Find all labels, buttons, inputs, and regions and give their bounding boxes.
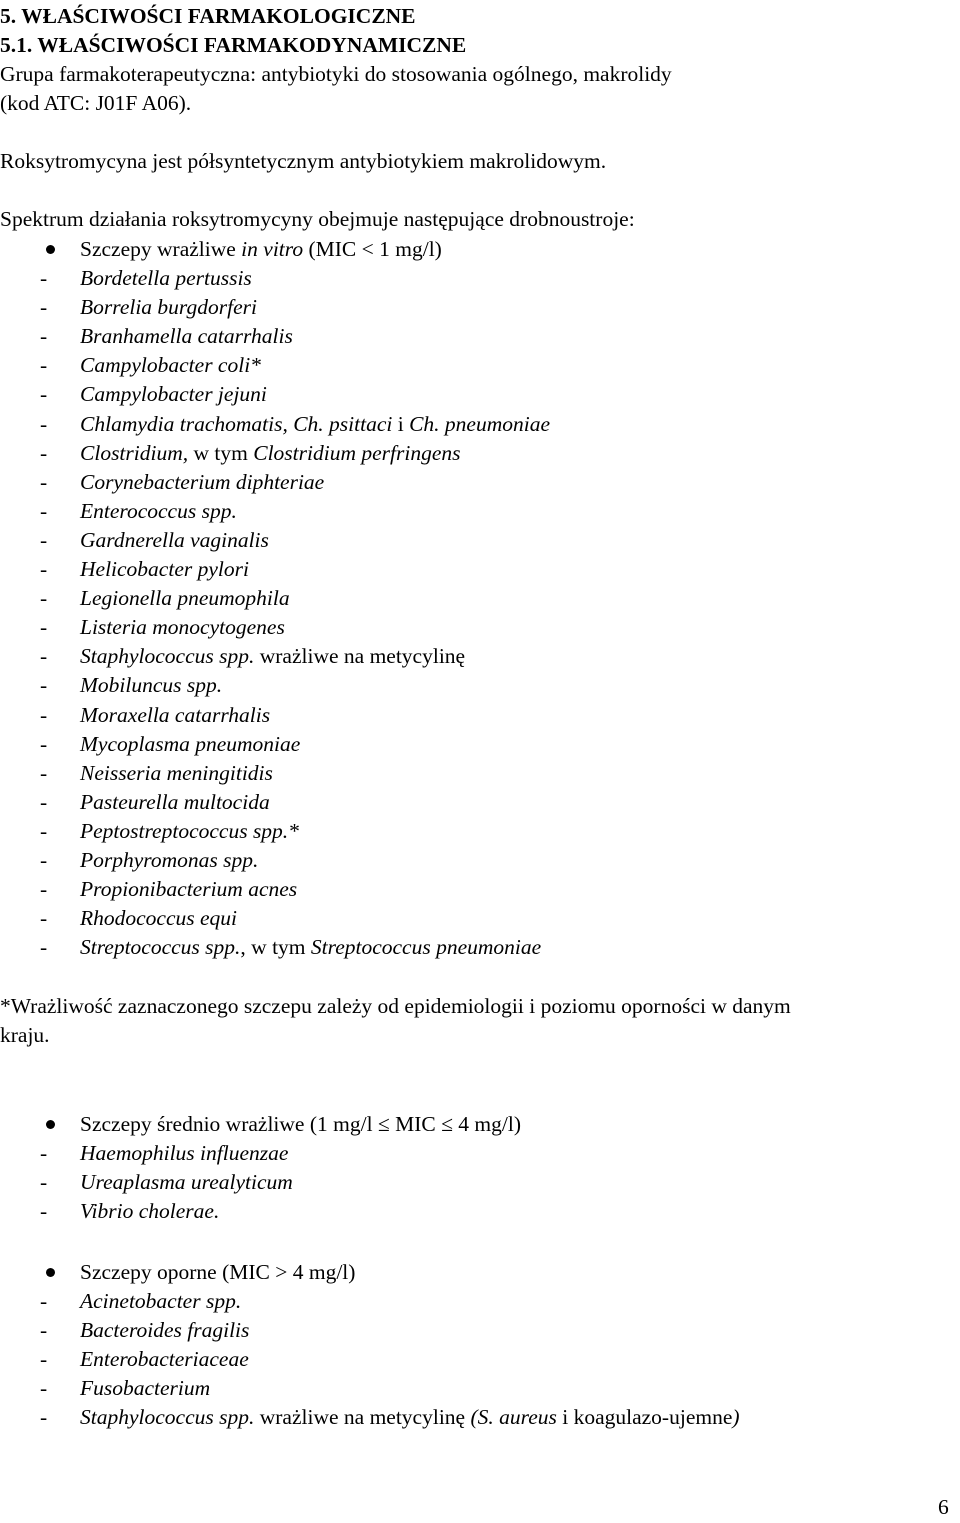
list-item: Clostridium, w tym Clostridium perfringens	[80, 440, 461, 465]
list-item: Borrelia burgdorferi	[80, 295, 257, 320]
list-dash: -	[40, 527, 48, 552]
list-item: Corynebacterium diphteriae	[80, 469, 325, 494]
list-item: Bordetella pertussis	[80, 266, 252, 290]
le-symbol: ≤	[441, 1112, 453, 1136]
list-item: Acinetobacter spp.	[80, 1289, 242, 1313]
list-item: Helicobacter pylori	[80, 557, 249, 581]
list-dash: -	[40, 673, 48, 698]
list-dash: -	[40, 1405, 48, 1429]
list-item: Chlamydia trachomatis, Ch. psittaci i Ch. pneumoniae	[80, 411, 551, 436]
le-symbol: ≤	[377, 1112, 390, 1136]
list-item: Enterococcus spp.	[80, 498, 237, 523]
list-item: Peptostreptococcus spp.*	[80, 818, 299, 843]
bullet-icon	[46, 1268, 55, 1277]
list-dash: -	[40, 615, 48, 640]
spectrum-intro: Spektrum działania roksytromycyny obejmuje następujące drobnoustroje:	[0, 207, 635, 231]
list-dash: -	[40, 760, 48, 785]
list-dash: -	[40, 266, 48, 290]
list-item: Staphylococcus spp. wrażliwe na metycylinę (S. aureus i koagulazo-ujemne)	[80, 1405, 740, 1429]
list-item: Campylobacter jejuni	[80, 382, 267, 407]
footnote-line1: *Wrażliwość zaznaczonego szczepu zależy od epidemiologii i poziomu oporności w danym	[0, 994, 791, 1018]
list-item: Propionibacterium acnes	[80, 877, 298, 902]
list-dash: -	[40, 295, 48, 320]
list-dash: -	[40, 935, 48, 960]
list-item: Listeria monocytogenes	[80, 615, 285, 640]
list-dash: -	[40, 789, 48, 814]
resistant-heading: Szczepy oporne (MIC > 4 mg/l)	[80, 1260, 356, 1284]
list-item: Moraxella catarrhalis	[80, 702, 271, 727]
list-item: Porphyromonas spp.	[80, 848, 259, 872]
list-item: Rhodococcus equi	[80, 906, 238, 931]
sensitive-heading: Szczepy wrażliwe in vitro (MIC < 1 mg/l)	[80, 237, 442, 261]
list-dash: -	[40, 1318, 48, 1342]
list-dash: -	[40, 1289, 48, 1313]
list-item: Gardnerella vaginalis	[80, 527, 269, 552]
list-dash: -	[40, 1347, 48, 1371]
intro-paragraph: Roksytromycyna jest półsyntetycznym antybiotykiem makrolidowym.	[0, 149, 607, 173]
bullet-icon	[46, 245, 55, 254]
list-item: Streptococcus spp., w tym Streptococcus pneumoniae	[80, 935, 542, 960]
list-dash: -	[40, 440, 48, 465]
list-dash: -	[40, 324, 48, 349]
subsection-title: 5.1. WŁAŚCIWOŚCI FARMAKODYNAMICZNE	[0, 33, 467, 57]
list-item: Mycoplasma pneumoniae	[80, 731, 301, 756]
list-dash: -	[40, 906, 48, 931]
list-dash: -	[40, 644, 48, 669]
list-dash: -	[40, 382, 48, 407]
footnote-line2: kraju.	[0, 1023, 50, 1047]
list-dash: -	[40, 1170, 48, 1194]
list-dash: -	[40, 818, 48, 843]
list-dash: -	[40, 353, 48, 378]
list-item: Vibrio cholerae.	[80, 1199, 220, 1223]
list-item: Mobiluncus spp.	[80, 673, 223, 698]
list-item: Legionella pneumophila	[80, 586, 290, 611]
list-item: Pasteurella multocida	[80, 789, 270, 814]
section-title: 5. WŁAŚCIWOŚCI FARMAKOLOGICZNE	[0, 4, 416, 28]
bullet-icon	[46, 1120, 55, 1129]
list-item: Branhamella catarrhalis	[80, 324, 293, 349]
list-item: Neisseria meningitidis	[80, 760, 273, 785]
list-item: Fusobacterium	[80, 1376, 211, 1400]
list-dash: -	[40, 1199, 48, 1223]
intermediate-heading: Szczepy średnio wrażliwe (1 mg/l ≤ MIC ≤ 4 mg/l)	[80, 1112, 522, 1136]
list-dash: -	[40, 1141, 48, 1165]
atc-group-line2: (kod ATC: J01F A06).	[0, 91, 192, 115]
list-dash: -	[40, 848, 48, 872]
list-dash: -	[40, 498, 48, 523]
list-item: Haemophilus influenzae	[80, 1141, 289, 1165]
list-item: Enterobacteriaceae	[80, 1347, 249, 1371]
list-dash: -	[40, 586, 48, 611]
list-dash: -	[40, 877, 48, 902]
page-number: 6	[938, 1495, 949, 1519]
list-dash: -	[40, 702, 48, 727]
list-dash: -	[40, 469, 48, 494]
list-dash: -	[40, 731, 48, 756]
list-item: Bacteroides fragilis	[80, 1318, 250, 1342]
list-item: Ureaplasma urealyticum	[80, 1170, 293, 1194]
atc-group-line1: Grupa farmakoterapeutyczna: antybiotyki do stosowania ogólnego, makrolidy	[0, 62, 672, 86]
list-dash: -	[40, 1376, 48, 1400]
list-item: Staphylococcus spp. wrażliwe na metycylinę	[80, 644, 466, 669]
list-dash: -	[40, 411, 48, 436]
list-item: Campylobacter coli*	[80, 353, 261, 378]
list-dash: -	[40, 557, 48, 581]
